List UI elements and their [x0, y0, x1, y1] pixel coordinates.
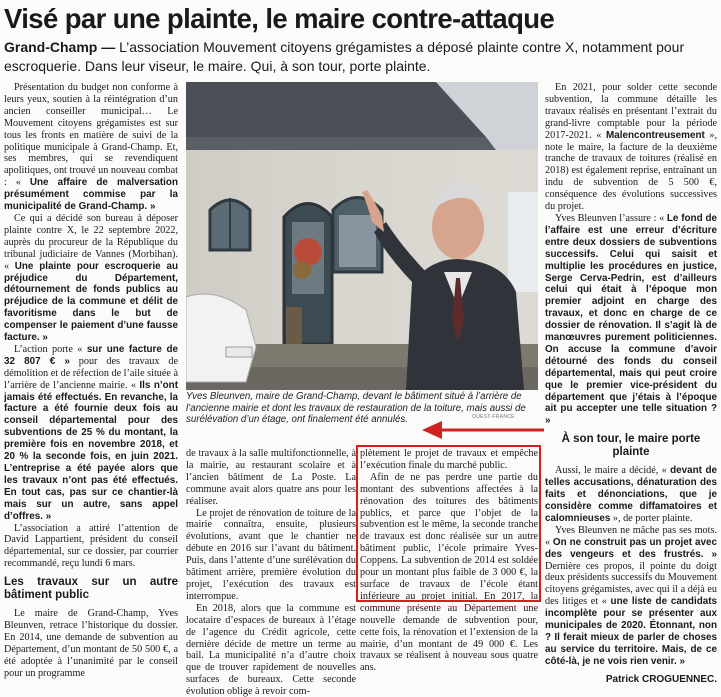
paragraph: L’association a attiré l’attention de David Lappartient, président du conseil départemental, sur ce dossier, par courrier recommandé, reçu lundi 6 mars.: [4, 522, 178, 570]
author-signature: Patrick CROGUENNEC.: [605, 673, 717, 685]
paragraph: Le maire de Grand-Champ, Yves Bleunven, retrace l’historique du dossier. En 2014, une demande de subvention au Département, d’un montant de 50 500 €, a été adoptée à l’unanimité par le conseil pour un programme: [4, 608, 178, 679]
paragraph: Yves Bleunven l’assure : « Le fond de l’affaire est une erreur d’écriture entre deux dossiers de subventions successifs. Celui qui saisit et multiplie les procédures en justice, Serge Cerva-Pedrin, est d’ailleurs celui qui était à l’époque mon premier adjoint en charge des travaux, et donc en charge de ce dossier de rénovation. Il s’agit là de manœuvres purement politiciennes. On accuse la commune d’avoir détourné des fonds du conseil départemental, mais qui peut croire que le premier vice-président du département que j’étais à l’époque ait pu accepter une telle situation ? »: [545, 212, 717, 427]
arrow-left-icon: [420, 419, 546, 441]
photo-illustration: [186, 82, 538, 390]
article-photo: [186, 82, 538, 390]
article-headline: Visé par une plainte, le maire contre-attaque: [4, 3, 555, 34]
paragraph: Présentation du budget non conforme à leurs yeux, soutien à la réintégration d’un ancien conseiller municipal… Le Mouvement citoyens grégamistes est sur tous les fronts en matière de suivi de la politique municipale à Grand-Champ. Et, ses membres, qui se revendiquent apolitiques, ont trouvé un nouveau combat : « Une affaire de malversation présumément commise par la municipalité de Grand-Champ. »: [4, 82, 178, 213]
lead-text: L’association Mouvement citoyens grégamistes a déposé plainte contre X, notamment pour escroquerie. Dans leur viseur, le maire. Qui, à son tour, porte plainte.: [4, 39, 685, 74]
column-2: [186, 448, 356, 697]
column-4: [545, 82, 717, 697]
column-1: [4, 82, 178, 697]
paragraph: Le projet de rénovation de toiture de la mairie connaîtra, ensuite, plusieurs évolutions, avant que le chantier ne débute en 2016 sur l’avant du bâtiment. Puis, dans l’attente d’une surélévation du bâtiment arrière, première évolution du projet, l’exécution des travaux est interrompue.: [186, 507, 356, 602]
paragraph: Yves Bleunven ne mâche pas ses mots. « On ne construit pas un projet avec des vengeurs et des frustrés. » Dernière ces propos, il pointe du doigt deux présidents successifs du Mouvement citoyens grégamistes, avec qui il a déjà eu des litiges et « une liste de candidats incomplète pour se présenter aux municipales de 2020. Étonnant, non ? Il ferait mieux de parler de choses au service du territoire. Mais, de ce côté-là, je ne vois rien venir. »: [545, 524, 717, 667]
paragraph: de travaux à la salle multifonctionnelle, à la mairie, au restaurant scolaire et à l’ancien bâtiment de La Poste. La commune avait alors quatre ans pour les réaliser.: [186, 448, 356, 507]
photo-caption: Yves Bleunven, maire de Grand-Champ, devant le bâtiment situé à l’arrière de l’ancienne mairie et dont les travaux de restauration de la toiture, mais aussi de surélévation d’un étage, ont finalement été annulés.: [186, 391, 526, 426]
paragraph: plètement le projet de travaux et empêche l’exécution finale du marché public.: [360, 448, 538, 471]
subheading: À son tour, le maire porte plainte: [561, 433, 701, 459]
lead-place: Grand-Champ —: [4, 39, 116, 55]
paragraph: Ce qui a décidé son bureau à déposer plainte contre X, le 22 septembre 2022, auprès du procureur de la République du tribunal judiciaire de Vannes (Morbihan). « Une plainte pour escroquerie au préjudice du Département, détournement de fonds publics au préjudice de la commune et délit de favoritisme dans le but de compenser le paiement d’une fausse facture. »: [4, 212, 178, 344]
photo-credit: OUEST-FRANCE: [472, 414, 515, 420]
paragraph: Afin de ne pas perdre une partie du montant des subventions affectées à la rénovation des toitures des bâtiments publics, et parce que l’objet de la subvention est le même, la seconde tranche de travaux est donc réalisée sur un autre bâtiment public, l’école primaire Yves-Coppens. La subvention de 2014 est soldée pour un montant plus faible de 3 000 €, la surface de travaux de l’école étant inférieure au projet initial. En 2017, la commune présente au Département une nouvelle demande de subvention pour, cette fois, la rénovation et l’extension de la mairie, d’un montant de 49 000 €. Les travaux se réalisent à nouveau sous quatre ans.: [360, 471, 538, 674]
paragraph: En 2018, alors que la commune est locataire d’espaces de bureaux à l’étage de l’agence du Crédit agricole, cette dernière décide de mettre un terme au bail. La municipalité n’a d’autre choix que de trouver rapidement de nouvelles surfaces de bureaux. Cette seconde évolution oblige à revoir com-: [186, 602, 356, 697]
article-lead: [4, 38, 716, 76]
paragraph: En 2021, pour solder cette seconde subvention, la commune détaille les travaux réalisés en présentant l’extrait du grand-livre comptable pour la période 2017-2021. « Malencontreusement », note le maire, la facture de la deuxième tranche de travaux de toitures (réalisé en 2018) est également reprise, entraînant un indu de subvention de 5 500 €, conséquence des évolutions successives du projet.: [545, 82, 717, 213]
subheading: Les travaux sur un autre bâtiment public: [4, 576, 178, 602]
paragraph: L’action porte « sur une facture de 32 807 € » pour des travaux de démolition et de réfection de l’aile située à l’arrière de l’ancienne mairie. « Ils n’ont jamais été effectués. En revanche, la facture a été fournie deux fois au conseil départemental pour des subventions de 25 % du montant, la première fois en novembre 2018, et 20 % la seconde fois, en juin 2021. L’entreprise a été payée alors que les travaux n’ont pas été effectués. En tout cas, pas sur ce chantier-là mais sur un autre, sans appel d’offres. »: [4, 343, 178, 522]
paragraph: Aussi, le maire a décidé, « devant de telles accusations, dénaturation des faits et dénonciations, que je considère comme diffamatoires et calomnieuses », de porter plainte.: [545, 465, 717, 524]
highlight-box: [356, 445, 541, 602]
